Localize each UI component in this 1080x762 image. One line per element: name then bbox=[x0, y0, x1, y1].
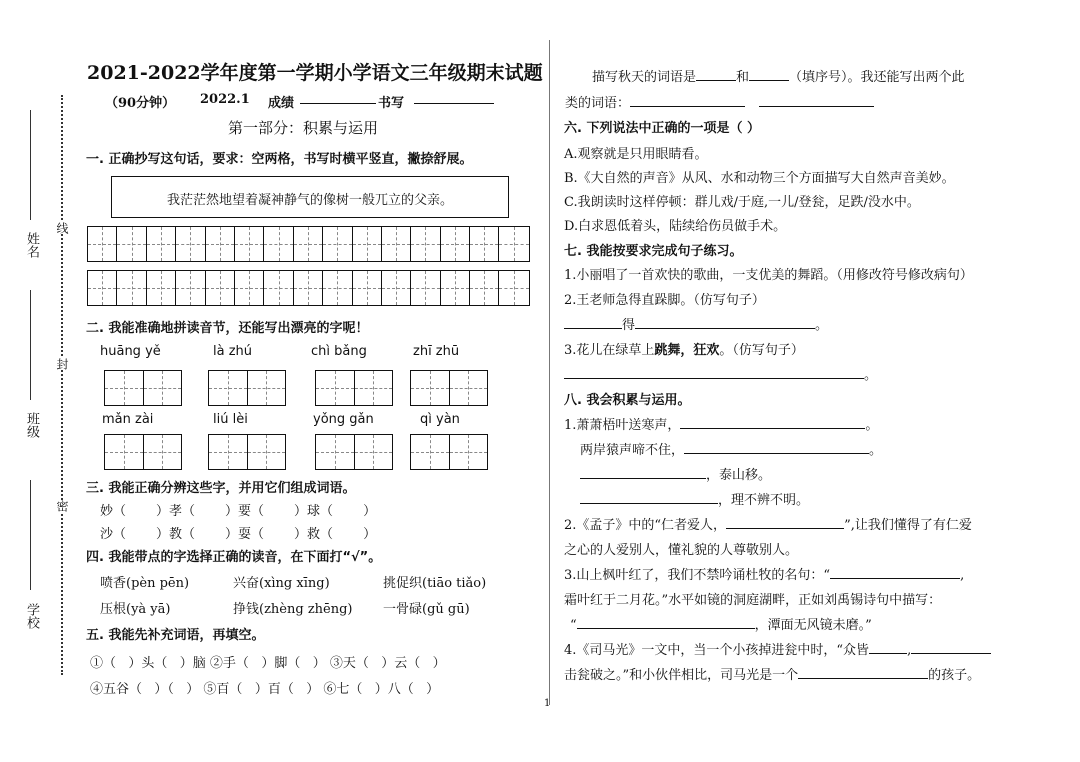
q6-option-d[interactable]: D.白求恩低着头，陆续给伤员做手术。 bbox=[564, 219, 787, 234]
q8-l9-text: ，潭面无风镜未磨。” bbox=[754, 618, 872, 633]
blank[interactable] bbox=[726, 515, 844, 529]
q6-option-a[interactable]: A.观察就是只用眼睛看。 bbox=[564, 147, 708, 162]
q8-heading: 八. 我会积累与运用。 bbox=[564, 393, 691, 408]
q4-item-5[interactable]: 挣钱(zhèng zhēng) bbox=[233, 602, 353, 617]
q7-s3-a: 3.花儿在绿草上 bbox=[564, 343, 655, 358]
q3-heading: 三. 我能正确分辨这些字，并用它们组成词语。 bbox=[86, 481, 356, 496]
q4-item-4[interactable]: 压根(yà yā) bbox=[100, 602, 171, 617]
q3-row2-part-3: ）耍（ bbox=[225, 527, 265, 542]
writing-grid-row-1[interactable] bbox=[87, 226, 530, 262]
blank[interactable] bbox=[696, 67, 736, 81]
q8-l11-b: 的孩子。 bbox=[928, 668, 981, 683]
school-label: 学校 bbox=[24, 603, 39, 629]
q3-row2-part-4: ）救（ bbox=[294, 527, 334, 542]
blank[interactable] bbox=[564, 365, 864, 379]
writing-label: 书写 bbox=[378, 96, 405, 111]
class-blank-line bbox=[30, 290, 31, 400]
q7-sentence-3 bbox=[564, 339, 804, 358]
writing-score-blank[interactable] bbox=[414, 103, 494, 104]
blank[interactable] bbox=[749, 67, 789, 81]
q8-l4-text: ，理不辨不明。 bbox=[718, 493, 810, 508]
q1-sentence-box bbox=[111, 176, 509, 218]
q7-heading: 七. 我能按要求完成句子练习。 bbox=[564, 244, 743, 259]
q8-line-8: 霜叶红于二月花。”水平如镜的洞庭湖畔，正如刘禹锡诗句中描写： bbox=[564, 593, 942, 608]
q3-row2-part-2: ）教（ bbox=[156, 527, 196, 542]
q8-l7-a: 3.山上枫叶红了，我们不禁吟诵杜牧的名句：“ bbox=[564, 568, 831, 583]
q8-l2-text: 两岸猿声啼不住， bbox=[580, 443, 685, 458]
page-number: 1 bbox=[544, 698, 551, 709]
q5-cont-text-a: 描写秋天的词语是 bbox=[592, 70, 697, 85]
q8-l11-a: 击瓮破之。”和小伙伴相比，司马光是一个 bbox=[564, 668, 799, 683]
q8-line-5 bbox=[564, 514, 972, 533]
school-blank-line bbox=[30, 480, 31, 590]
q5-line-1: ①（ ）头（ ）脑 ②手（ ）脚（ ） ③天（ ）云（ ） bbox=[90, 656, 446, 671]
q2-heading: 二. 我能准确地拼读音节，还能写出漂亮的字呢！ bbox=[86, 321, 369, 336]
q3-row1-part-4: ）球（ bbox=[294, 504, 334, 519]
blank[interactable] bbox=[580, 490, 718, 504]
pinyin-box-5[interactable] bbox=[104, 434, 182, 470]
duration: （90分钟） bbox=[105, 96, 176, 111]
q3-row-1 bbox=[100, 500, 376, 519]
writing-grid-row-2[interactable] bbox=[87, 270, 530, 306]
binding-secret-char: 密 bbox=[55, 500, 69, 512]
pinyin-4: zhī zhū bbox=[413, 344, 460, 359]
pinyin-box-6[interactable] bbox=[208, 434, 286, 470]
q3-row1-part-2: ）孝（ bbox=[156, 504, 196, 519]
exam-date: 2022.1 bbox=[200, 92, 250, 107]
q7-fill-char: 得 bbox=[622, 318, 636, 333]
pinyin-3: chì bǎng bbox=[311, 344, 367, 359]
name-blank-line bbox=[30, 110, 31, 220]
pinyin-box-3[interactable] bbox=[315, 370, 393, 406]
q8-l5-a: 2.《孟子》中的“仁者爱人， bbox=[564, 518, 727, 533]
q5-continue-line-1 bbox=[592, 66, 965, 85]
q8-l1-text: 1.萧萧梧叶送寒声， bbox=[564, 418, 681, 433]
q5-cont-text-b: 和 bbox=[736, 70, 750, 85]
q3-row1-part-3: ）要（ bbox=[225, 504, 265, 519]
blank[interactable] bbox=[869, 640, 907, 654]
pinyin-box-4[interactable] bbox=[410, 370, 488, 406]
q7-imitate-line-2 bbox=[564, 364, 877, 383]
q5-cont-text-c: （填序号）。我还能写出两个此 bbox=[789, 70, 965, 85]
q5-line-2: ④五谷（ ）（ ） ⑤百（ ）百（ ） ⑥七（ ）八（ ） bbox=[90, 682, 440, 697]
q4-item-6[interactable]: 一骨碌(gǔ gū) bbox=[383, 602, 470, 617]
q7-sentence-1: 1.小丽唱了一首欢快的歌曲，一支优美的舞蹈。（用修改符号修改病句） bbox=[564, 268, 973, 283]
pinyin-2: là zhú bbox=[213, 344, 253, 359]
q7-imitate-line-1 bbox=[564, 314, 828, 333]
q7-s3-bold: 跳舞，狂欢 bbox=[654, 343, 720, 358]
q8-line-11 bbox=[564, 664, 980, 683]
pinyin-box-1[interactable] bbox=[104, 370, 182, 406]
q8-l3-text: ，泰山移。 bbox=[706, 468, 772, 483]
q8-l10-a: 4.《司马光》一文中，当一个小孩掉进瓮中时，“众皆 bbox=[564, 643, 870, 658]
binding-dotted-line bbox=[61, 95, 63, 675]
blank[interactable] bbox=[759, 93, 874, 107]
q3-row1-part-5: ） bbox=[363, 504, 377, 519]
q8-line-6: 之心的人爱别人，懂礼貌的人尊敬别人。 bbox=[564, 543, 799, 558]
q8-line-3 bbox=[580, 464, 771, 483]
q4-item-1[interactable]: 喷香(pèn pēn) bbox=[100, 576, 190, 591]
blank[interactable] bbox=[580, 465, 706, 479]
q6-option-b[interactable]: B.《大自然的声音》从风、水和动物三个方面描写大自然声音美妙。 bbox=[564, 171, 955, 186]
score-blank[interactable] bbox=[300, 103, 376, 104]
q4-heading: 四. 我能带点的字选择正确的读音，在下面打“√”。 bbox=[86, 550, 382, 565]
blank[interactable] bbox=[564, 315, 622, 329]
q6-heading: 六. 下列说法中正确的一项是（ ） bbox=[564, 121, 760, 136]
column-divider bbox=[549, 40, 550, 705]
score-label: 成绩 bbox=[268, 96, 295, 111]
q5-heading: 五. 我能先补充词语，再填空。 bbox=[86, 628, 265, 643]
period: 。 bbox=[815, 318, 829, 333]
binding-line-char: 线 bbox=[55, 222, 69, 234]
pinyin-1: huāng yě bbox=[100, 344, 161, 359]
q3-row-2 bbox=[100, 523, 376, 542]
q8-line-9: “ ，潭面无风镜未磨。” bbox=[570, 614, 872, 633]
q5-continue-line-2 bbox=[565, 92, 874, 111]
q7-s3-c: 。（仿写句子） bbox=[719, 343, 804, 358]
page-title: 2021-2022学年度第一学期小学语文三年级期末试题 bbox=[87, 62, 543, 84]
q3-row2-part-5: ） bbox=[363, 527, 377, 542]
pinyin-box-8[interactable] bbox=[410, 434, 488, 470]
pinyin-6: liú lèi bbox=[213, 412, 248, 427]
q4-item-3[interactable]: 挑促织(tiāo tiǎo) bbox=[383, 576, 487, 591]
q6-option-c[interactable]: C.我朗读时这样停顿：群儿戏/于庭,一儿/登瓮，足跌/没水中。 bbox=[564, 195, 920, 210]
q7-sentence-2: 2.王老师急得直跺脚。（仿写句子） bbox=[564, 293, 765, 308]
period: 。 bbox=[864, 368, 878, 383]
q3-row1-part-1: 妙（ bbox=[100, 504, 127, 519]
q1-heading: 一. 正确抄写这句话，要求：空两格，书写时横平竖直，撇捺舒展。 bbox=[86, 152, 473, 167]
q1-sentence: 我茫茫然地望着凝神静气的像树一般兀立的父亲。 bbox=[166, 193, 453, 208]
q8-line-1 bbox=[564, 414, 878, 433]
class-label: 班级 bbox=[24, 412, 39, 438]
q8-line-7: 3.山上枫叶红了，我们不禁吟诵杜牧的名句：“ , bbox=[564, 564, 964, 583]
blank[interactable] bbox=[830, 565, 960, 579]
pinyin-8: qì yàn bbox=[420, 412, 460, 427]
name-label: 姓名 bbox=[24, 232, 39, 258]
q8-l5-b: ”,让我们懂得了有仁爱 bbox=[844, 518, 972, 533]
blank[interactable] bbox=[630, 93, 745, 107]
blank[interactable] bbox=[684, 440, 869, 454]
period: 。 bbox=[865, 418, 879, 433]
pinyin-5: mǎn zài bbox=[102, 412, 154, 427]
blank[interactable] bbox=[635, 315, 815, 329]
q8-line-10: 4.《司马光》一文中，当一个小孩掉进瓮中时，“众皆 , bbox=[564, 639, 991, 658]
q4-item-2[interactable]: 兴奋(xìng xīng) bbox=[233, 576, 330, 591]
blank[interactable] bbox=[798, 665, 928, 679]
q8-line-2 bbox=[580, 439, 882, 458]
q8-line-4 bbox=[580, 489, 809, 508]
period: 。 bbox=[869, 443, 883, 458]
pinyin-7: yǒng gǎn bbox=[313, 412, 374, 427]
q5-cont-text-d: 类的词语： bbox=[565, 96, 631, 111]
blank[interactable] bbox=[680, 415, 865, 429]
blank[interactable] bbox=[577, 615, 755, 629]
pinyin-box-2[interactable] bbox=[208, 370, 286, 406]
blank[interactable] bbox=[911, 640, 991, 654]
pinyin-box-7[interactable] bbox=[315, 434, 393, 470]
q3-row2-part-1: 沙（ bbox=[100, 527, 127, 542]
binding-seal-char: 封 bbox=[55, 358, 69, 370]
part1-title: 第一部分：积累与运用 bbox=[228, 119, 379, 137]
